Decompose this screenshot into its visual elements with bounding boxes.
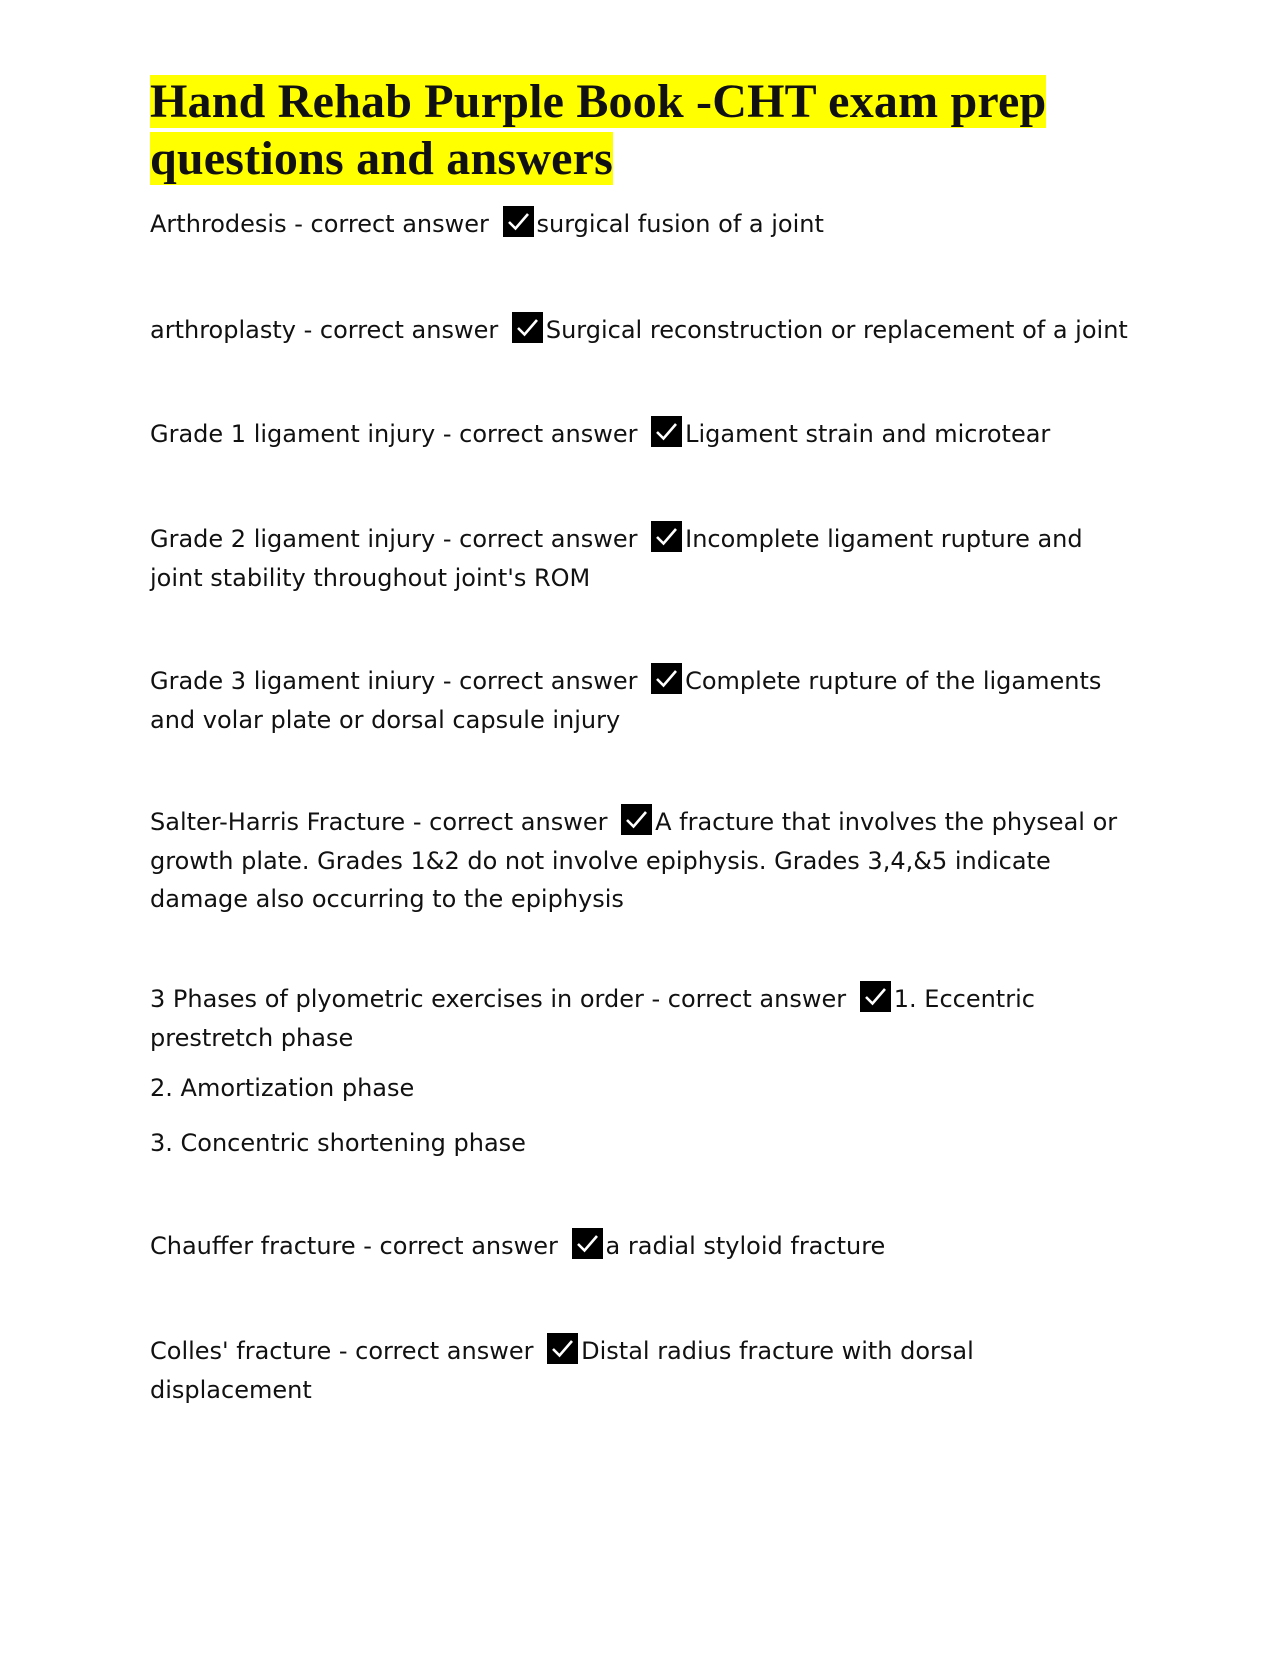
entry-answer: Incomplete ligament rupture and joint stability throughout joint's ROM (150, 525, 1083, 592)
plyometric-phase-3: 3. Concentric shortening phase (150, 1129, 526, 1157)
entry-separator: - correct answer (435, 420, 646, 448)
entry-term: Salter-Harris Fracture (150, 808, 406, 836)
qa-entry-salter-harris (150, 803, 1140, 919)
entry-term: Grade 2 ligament injury (150, 525, 436, 553)
check-box-icon (651, 663, 682, 694)
check-box-icon (651, 521, 682, 552)
check-box-icon (503, 206, 534, 237)
qa-entry-colles-fracture (150, 1332, 1140, 1409)
qa-entry-grade-2-ligament (150, 520, 1140, 597)
entry-answer: surgical fusion of a joint (536, 210, 824, 238)
entry-separator: - correct answer (295, 316, 506, 344)
entry-separator: - correct answer (331, 1337, 542, 1365)
entry-answer: Ligament strain and microtear (685, 420, 1051, 448)
entry-term: Chauffer fracture (150, 1232, 356, 1260)
entry-separator: - correct answer (286, 210, 497, 238)
entry-separator: - correct answer (355, 1232, 566, 1260)
entry-separator: - correct answer (435, 667, 646, 695)
qa-entry-plyometric-phases (150, 980, 1140, 1057)
entry-answer: A fracture that involves the physeal or growth plate. Grades 1&2 do not involve epiphysis. Grades 3,4,&5 indicate damage also occurring to the epiphysis (150, 808, 1118, 913)
entry-term: 3 Phases of plyometric exercises in order (150, 985, 644, 1013)
entry-answer: 1. Eccentric prestretch phase (150, 985, 1035, 1052)
entry-answer: Complete rupture of the ligaments and volar plate or dorsal capsule injury (150, 667, 1102, 734)
document-title (150, 73, 1140, 187)
check-box-icon (621, 804, 652, 835)
document-page (150, 73, 1140, 1404)
entry-term: Grade 1 ligament injury (150, 420, 436, 448)
entry-term: Grade 3 ligament iniury (150, 667, 436, 695)
qa-entry-arthroplasty (150, 311, 1140, 350)
check-box-icon (572, 1228, 603, 1259)
entry-term: Colles' fracture (150, 1337, 332, 1365)
entry-term: Arthrodesis (150, 210, 287, 238)
check-box-icon (651, 416, 682, 447)
entry-separator: - correct answer (405, 808, 616, 836)
check-box-icon (547, 1333, 578, 1364)
qa-entry-arthrodesis (150, 205, 1140, 244)
check-box-icon (512, 312, 543, 343)
entry-separator: - correct answer (643, 985, 854, 1013)
qa-entry-grade-3-ligament (150, 662, 1140, 739)
title-highlight: Hand Rehab Purple Book -CHT exam prep questions and answers (150, 75, 1047, 185)
entry-answer: a radial styloid fracture (605, 1232, 886, 1260)
qa-entry-chauffer-fracture (150, 1227, 1140, 1266)
entry-separator: - correct answer (435, 525, 646, 553)
entry-answer: Distal radius fracture with dorsal displacement (150, 1337, 974, 1404)
qa-entry-grade-1-ligament (150, 415, 1140, 454)
entry-answer: Surgical reconstruction or replacement of a joint (545, 316, 1128, 344)
entry-term: arthroplasty (150, 316, 296, 344)
plyometric-phase-2: 2. Amortization phase (150, 1074, 415, 1102)
check-box-icon (860, 981, 891, 1012)
